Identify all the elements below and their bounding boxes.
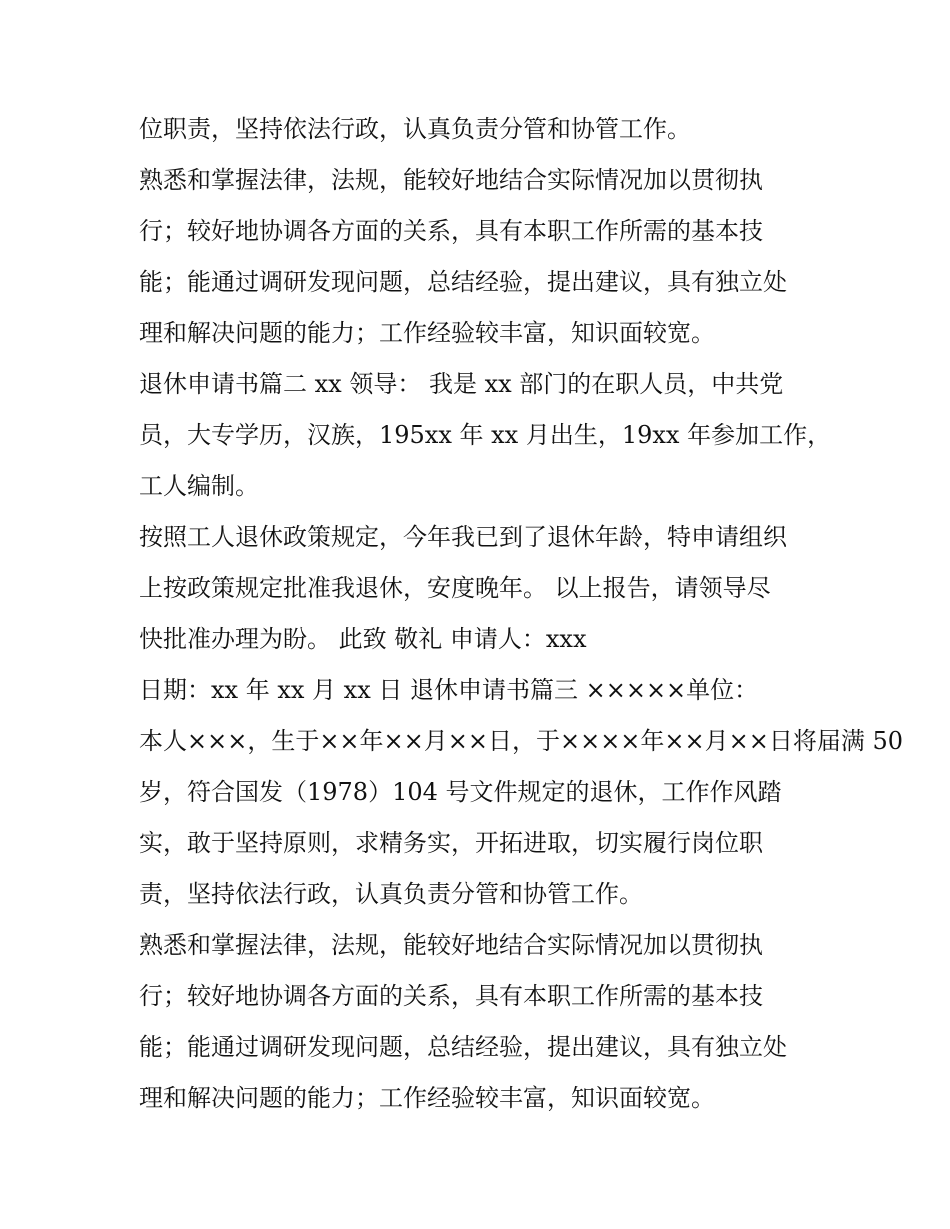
text-line: 上按政策规定批准我退休，安度晚年。 以上报告，请领导尽 <box>139 574 771 602</box>
text-line: 行；较好地协调各方面的关系，具有本职工作所需的基本技 <box>139 217 763 245</box>
text-line: 熟悉和掌握法律，法规，能较好地结合实际情况加以贯彻执 <box>139 931 763 959</box>
text-line: 本人×××，生于××年××月××日，于××××年××月××日将届满 50 <box>139 727 904 755</box>
text-line: 岁，符合国发（1978）104 号文件规定的退休，工作作风踏 <box>139 778 782 806</box>
text-line: 按照工人退休政策规定，今年我已到了退休年龄，特申请组织 <box>139 523 787 551</box>
text-line: 能；能通过调研发现问题，总结经验，提出建议，具有独立处 <box>139 1033 787 1061</box>
text-line: 员，大专学历，汉族，195xx 年 xx 月出生，19xx 年参加工作， <box>139 421 832 449</box>
text-line: 能；能通过调研发现问题，总结经验，提出建议，具有独立处 <box>139 268 787 296</box>
text-line: 快批准办理为盼。 此致 敬礼 申请人：xxx <box>139 625 587 653</box>
text-line: 责，坚持依法行政，认真负责分管和协管工作。 <box>139 880 643 908</box>
text-line: 工人编制。 <box>139 472 259 500</box>
text-line: 熟悉和掌握法律，法规，能较好地结合实际情况加以贯彻执 <box>139 166 763 194</box>
text-line: 行；较好地协调各方面的关系，具有本职工作所需的基本技 <box>139 982 763 1010</box>
text-line: 日期：xx 年 xx 月 xx 日 退休申请书篇三 ×××××单位： <box>139 676 759 704</box>
text-line: 理和解决问题的能力；工作经验较丰富，知识面较宽。 <box>139 319 715 347</box>
text-line: 退休申请书篇二 xx 领导： 我是 xx 部门的在职人员，中共党 <box>139 370 784 398</box>
text-line: 位职责，坚持依法行政，认真负责分管和协管工作。 <box>139 115 691 143</box>
text-line: 理和解决问题的能力；工作经验较丰富，知识面较宽。 <box>139 1084 715 1112</box>
text-line: 实，敢于坚持原则，求精务实，开拓进取，切实履行岗位职 <box>139 829 763 857</box>
